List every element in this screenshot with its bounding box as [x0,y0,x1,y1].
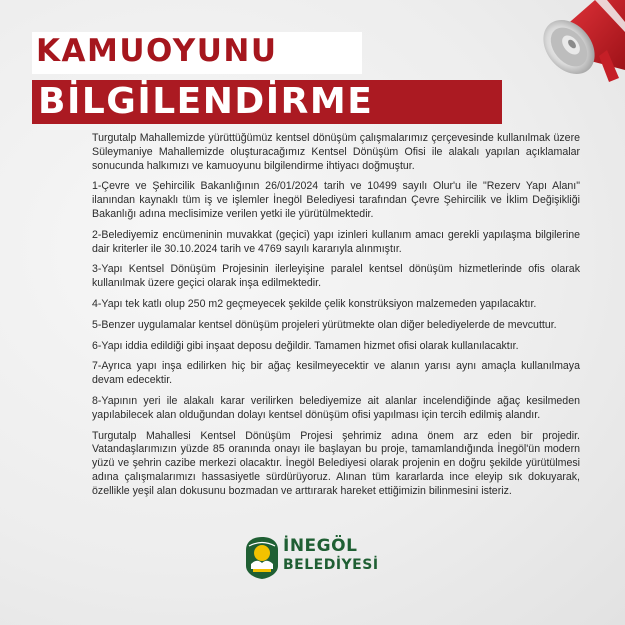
item-4-paragraph: 4-Yapı tek katlı olup 250 m2 geçmeyecek şekilde çelik konstrüksiyon malzemeden yapılacaktır. [92,297,537,310]
inegol-emblem-icon [245,536,279,580]
title-line1: KAMUOYUNU [36,33,278,69]
announcement-body [92,132,580,506]
item-2-paragraph: 2-Belediyemiz encümeninin muvakkat (geçici) yapı izinleri kullanım amacı gerekli yapılaşma bilgilerine dair kriterler ile 30.10.2024 tarih ve 4769 sayılı kararıyla alınmıştır. [92,228,580,255]
closing-paragraph: Turgutalp Mahallesi Kentsel Dönüşüm Projesi şehrimiz adına önem arz eden bir projedir. Vatandaşlarımızın yüzde 85 oranında onayı ile başlayan bu proje, tamamlandığında İnegöl'ün modern yüzü ve şehrin cazibe merkezi olacaktır. İnegöl Belediyesi olarak projenin en doğru şekilde yürütülmesi adına çalışmalarımızı hassasiyetle sürdürüyoruz. Alınan tüm kararlarda ince eleyip sık dokuyarak, özellikle yeşil alan dokusunu bozmadan ve arttırarak hareket ettiğimizin bilinmesini isteriz. [92,429,580,497]
item-3-paragraph: 3-Yapı Kentsel Dönüşüm Projesinin ilerleyişine paralel kentsel dönüşüm hizmetlerinde ofis olarak kullanılmak üzere geçici olarak inşa edilmektedir. [92,263,580,290]
logo-sub: BELEDİYESİ [283,557,379,573]
item-5-paragraph: 5-Benzer uygulamalar kentsel dönüşüm projeleri yürütmekte olan diğer belediyelerde de mevcuttur. [92,318,557,331]
item-8-paragraph: 8-Yapının yeri ile alakalı karar verilirken belediyemize ait alanlar incelendiğinde ağaç kesilmeden yapılabilecek alan olduğundan dolayı kentsel dönüşüm ofisi yapılması için tercih edilmiş alandır. [92,394,580,421]
title-line2: BİLGİLENDİRME [38,81,374,122]
logo-name: İNEGÖL [283,536,358,556]
item-1-paragraph: 1-Çevre ve Şehircilik Bakanlığının 26/01/2024 tarih ve 10499 sayılı Olur'u ile "Rezerv Yapı Alanı" ilanından kaynaklı tüm iş ve işlemler İnegöl Belediyesi tarafından Çevre Şehircilik ve İklim Değişikliği Bakanlığı adına meclisimize verilen yetki ile yürütülmektedir. [92,180,580,220]
item-7-paragraph: 7-Ayrıca yapı inşa edilirken hiç bir ağaç kesilmeyecektir ve alanın yarısı aynı amaçla kullanılmaya devam edecektir. [92,360,580,387]
inegol-belediyesi-logo [245,536,415,584]
intro-paragraph: Turgutalp Mahallemizde yürüttüğümüz kentsel dönüşüm çalışmalarımız çerçevesinde kullanılmak üzere Süleymaniye Mahallemizde oluşturacağımız Kentsel Dönüşüm Ofisi ile alakalı yapılan açıklamalar sonucunda halkımızı ve kamuoyunu bilgilendirme ihtiyacı doğmuştur. [92,132,580,172]
megaphone-icon [515,0,625,110]
item-6-paragraph: 6-Yapı iddia edildiği gibi inşaat deposu değildir. Tamamen hizmet ofisi olarak kullanılacaktır. [92,339,519,352]
